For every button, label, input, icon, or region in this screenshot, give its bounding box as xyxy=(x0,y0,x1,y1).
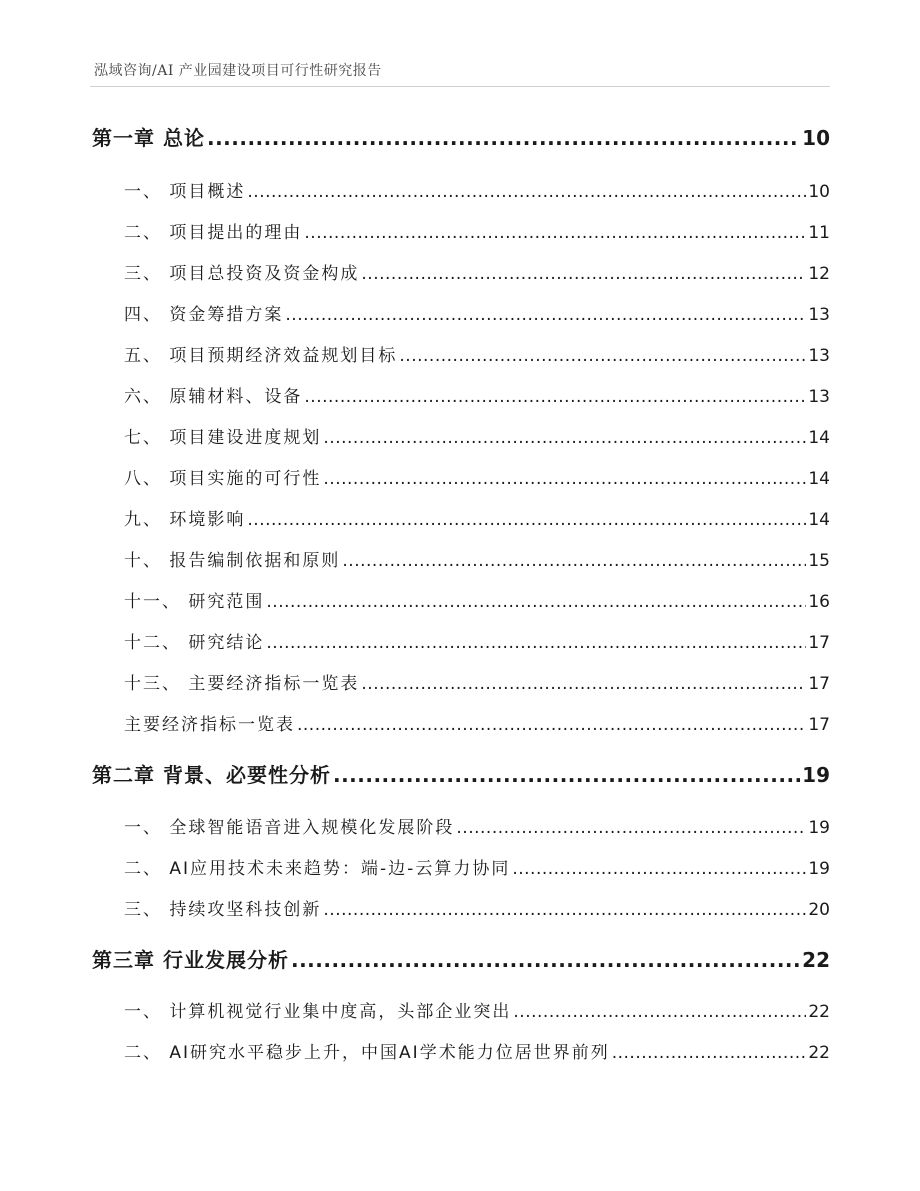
dot-leader xyxy=(207,126,800,150)
toc-entry-page: 20 xyxy=(808,900,830,920)
toc-entry-title: 第二章 背景、必要性分析 xyxy=(92,763,331,787)
toc-entry-title: 一、 计算机视觉行业集中度高，头部企业突出 xyxy=(124,1002,512,1022)
dot-leader xyxy=(304,387,806,407)
toc-entry-title: 二、 项目提出的理由 xyxy=(124,223,303,243)
toc-entry-page: 17 xyxy=(808,674,830,694)
toc-entry-title: 四、 资金筹措方案 xyxy=(124,305,284,325)
toc-entry-title: 十三、 主要经济指标一览表 xyxy=(124,674,360,694)
toc-entry-title: 三、 持续攻坚科技创新 xyxy=(124,900,322,920)
toc-entry-title: 十二、 研究结论 xyxy=(124,633,265,653)
dot-leader xyxy=(513,1002,806,1022)
toc-entry-page: 19 xyxy=(808,818,830,838)
dot-leader xyxy=(361,264,806,284)
toc-entry[interactable] xyxy=(92,669,830,694)
dot-leader xyxy=(266,633,806,653)
toc-entry[interactable] xyxy=(92,997,830,1022)
dot-leader xyxy=(247,510,806,530)
toc-entry-page: 15 xyxy=(808,551,830,571)
toc-entry-title: 三、 项目总投资及资金构成 xyxy=(124,264,360,284)
toc-entry-title: 八、 项目实施的可行性 xyxy=(124,469,322,489)
running-header: 泓域咨询/AI 产业园建设项目可行性研究报告 xyxy=(94,63,382,79)
toc-entry[interactable] xyxy=(92,854,830,879)
toc-entry-page: 22 xyxy=(802,948,830,972)
dot-leader xyxy=(323,428,806,448)
dot-leader xyxy=(266,592,806,612)
toc-entry-title: 六、 原辅材料、设备 xyxy=(124,387,303,407)
toc-entry[interactable] xyxy=(92,587,830,612)
toc-entry[interactable] xyxy=(92,1038,830,1063)
toc-entry-title: 九、 环境影响 xyxy=(124,510,246,530)
toc-entry-title: 第一章 总论 xyxy=(92,126,205,150)
toc-entry[interactable] xyxy=(92,259,830,284)
toc-entry[interactable] xyxy=(92,505,830,530)
toc-entry[interactable] xyxy=(92,895,830,920)
toc-entry-page: 14 xyxy=(808,510,830,530)
dot-leader xyxy=(512,859,806,879)
toc-entry-page: 14 xyxy=(808,469,830,489)
dot-leader xyxy=(342,551,806,571)
toc-entry[interactable] xyxy=(92,546,830,571)
toc-entry[interactable] xyxy=(92,813,830,838)
toc-entry-title: 七、 项目建设进度规划 xyxy=(124,428,322,448)
toc-entry[interactable] xyxy=(92,423,830,448)
toc-entry-page: 10 xyxy=(802,126,830,150)
dot-leader xyxy=(323,469,806,489)
toc-entry[interactable] xyxy=(92,710,830,735)
toc-entry-title: 一、 全球智能语音进入规模化发展阶段 xyxy=(124,818,455,838)
dot-leader xyxy=(297,715,806,735)
toc-entry[interactable] xyxy=(92,177,830,202)
dot-leader xyxy=(304,223,806,243)
toc-entry-page: 12 xyxy=(808,264,830,284)
toc-entry[interactable] xyxy=(92,464,830,489)
dot-leader xyxy=(333,763,800,787)
toc-entry[interactable] xyxy=(92,218,830,243)
dot-leader xyxy=(285,305,806,325)
dot-leader xyxy=(612,1043,807,1063)
toc-entry-page: 13 xyxy=(808,305,830,325)
toc-entry-chapter-1[interactable] xyxy=(92,122,830,151)
toc-entry-page: 17 xyxy=(808,715,830,735)
toc-entry-title: 十一、 研究范围 xyxy=(124,592,265,612)
toc-entry[interactable] xyxy=(92,382,830,407)
toc-entry-chapter-2[interactable] xyxy=(92,759,830,788)
toc-entry-page: 22 xyxy=(808,1043,830,1063)
dot-leader xyxy=(456,818,806,838)
toc-entry-page: 13 xyxy=(808,387,830,407)
dot-leader xyxy=(399,346,806,366)
toc-entry-page: 19 xyxy=(808,859,830,879)
toc-entry-page: 19 xyxy=(802,763,830,787)
toc-entry-page: 16 xyxy=(808,592,830,612)
dot-leader xyxy=(323,900,806,920)
toc-entry-page: 13 xyxy=(808,346,830,366)
toc-entry-title: 五、 项目预期经济效益规划目标 xyxy=(124,346,398,366)
dot-leader xyxy=(291,948,800,972)
toc-entry-title: 一、 项目概述 xyxy=(124,182,246,202)
toc-entry[interactable] xyxy=(92,300,830,325)
toc-entry-title: 二、 AI研究水平稳步上升，中国AI学术能力位居世界前列 xyxy=(124,1043,610,1063)
toc-entry-page: 22 xyxy=(808,1002,830,1022)
toc-entry-chapter-3[interactable] xyxy=(92,944,830,973)
toc-entry-title: 主要经济指标一览表 xyxy=(124,715,295,735)
dot-leader xyxy=(247,182,806,202)
toc-entry-page: 14 xyxy=(808,428,830,448)
toc-entry-title: 第三章 行业发展分析 xyxy=(92,948,289,972)
toc-entry[interactable] xyxy=(92,628,830,653)
dot-leader xyxy=(361,674,806,694)
toc-entry[interactable] xyxy=(92,341,830,366)
toc-entry-title: 二、 AI应用技术未来趋势：端-边-云算力协同 xyxy=(124,859,511,879)
table-of-contents xyxy=(92,0,830,1191)
toc-entry-page: 10 xyxy=(808,182,830,202)
toc-entry-title: 十、 报告编制依据和原则 xyxy=(124,551,341,571)
toc-entry-page: 17 xyxy=(808,633,830,653)
toc-entry-page: 11 xyxy=(808,223,830,243)
